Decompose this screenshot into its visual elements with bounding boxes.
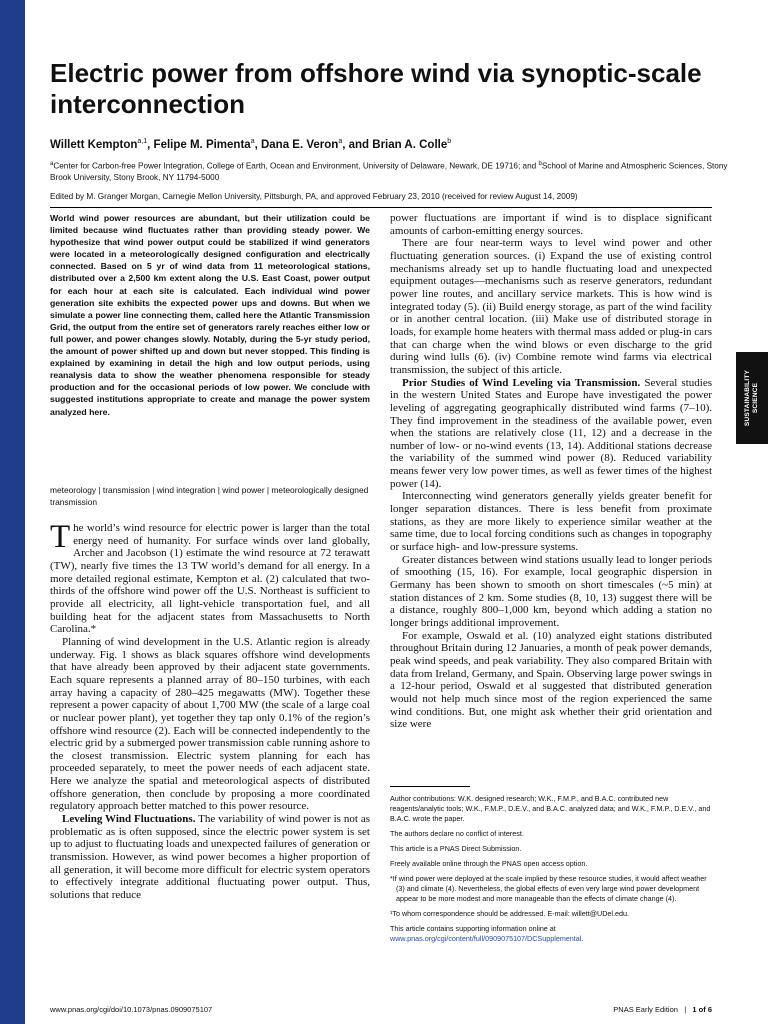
drop-cap: T [50,519,71,555]
author-contributions: Author contributions: W.K. designed research; W.K., F.M.P., and B.A.C. contributed new reagents/analytic tools; W.K., F.M.P., D.E.V., and B.A.C. analyzed data; and W.K., F.M.P., D.E.V., and B.A.C. wrote the paper. [390,794,711,823]
notes-divider [390,786,470,787]
paragraph: For example, Oswald et al. (10) analyzed eight stations distributed throughout Britain during 12 Januaries, a month of peak power demands, peak wind speeds, and peak variability. They also compared Britain with data from Ireland, Germany, and Spain. Observing large power swings in a 12-hour period, Oswald et al suggested that distributed generation would not help much since most of the region experienced the same wind conditions. But, one might ask whether their grid orientation and size were [390,629,712,731]
correspondence: ¹To whom correspondence should be addressed. E-mail: willett@UDel.edu. [390,909,630,918]
supporting-info-link[interactable]: www.pnas.org/cgi/content/full/0909075107/DCSupplemental [390,934,582,943]
open-access-note: Freely available online through the PNAS open access option. [390,859,588,868]
submission-note: This article is a PNAS Direct Submission. [390,844,522,853]
section-tab [736,352,768,444]
author-name: Brian A. Colle [372,138,448,151]
journal-sidebar [0,0,25,1024]
section-tab-line1: SUSTAINABILITY [744,369,751,427]
header-divider [50,207,712,208]
author-name: Willett Kempton [50,138,138,151]
paragraph: There are four near-term ways to level wind power and other fluctuating generation sources. (i) Expand the use of existing control mechanisms already set up to handle fluctuating load and unexpected equipment outages—mechanisms such as reserve generators, redundant power line routes, and ancillary service markets. This is how wind is integrated today (5). (ii) Build energy storage, as part of the wind facility or in another central location. (iii) Make use of distributed storage in loads, for example home heaters with thermal mass added or plug-in cars that can charge when the wind blows or even discharge to the grid during wind lulls (6). (iv) Combine remote wind farms via electrical transmission, the subject of this article. [390,237,712,376]
article-notes [390,794,712,949]
paragraph: Interconnecting wind generators generally yields greater benefit for longer separation distances. There is less benefit from proximate stations, as they are more likely to experience similar weather at the same time, due to local forcing conditions such as changes in topography or surface high- and low-pressure systems. [390,490,712,554]
body-column-left [50,519,370,902]
section-heading: Leveling Wind Fluctuations. [62,813,196,826]
paragraph: Leveling Wind Fluctuations. The variability of wind power is not as problematic as is often supposed, since the electric power system is set up to adjust to fluctuating loads and unexpected failures of generation or transmission. However, as wind power becomes a higher proportion of all generation, it will become more difficult for electric system operators to effectively integrate additional fluctuating power output. Thus, solutions that reduce [50,813,370,902]
edition-label: PNAS Early Edition [613,1005,678,1014]
keywords: meteorology | transmission | wind integration | wind power | meteorologically designed transmission [50,485,369,507]
article-title: Electric power from offshore wind via synoptic-scale interconnection [50,58,702,119]
edited-by: Edited by M. Granger Morgan, Carnegie Mellon University, Pittsburgh, PA, and approved February 23, 2010 (received for review August 14, 2009) [50,192,578,201]
body-column-right [390,212,712,731]
section-tab-line2: SCIENCE [752,382,759,414]
author-name: Felipe M. Pimenta [153,138,251,151]
paragraph: Greater distances between wind stations usually lead to longer periods of smoothing (15, 16). For example, local geographic dispersion in Germany has been shown to smooth on short timescales (~5 min) at station distances of 2 km. Some studies (8, 10, 13) suggest there will be a distance, roughly 800–1,000 km, beyond which adding a station no longer brings additional improvement. [390,553,712,629]
supporting-info: This article contains supporting information online at www.pnas.org/cgi/content/full/0909075107/DCSupplemental. [390,924,584,943]
doi-link[interactable]: www.pnas.org/cgi/doi/10.1073/pnas.0909075107 [50,1005,213,1014]
abstract: World wind power resources are abundant, but their utilization could be limited because wind fluctuates rather than providing steady power. We hypothesize that wind power output could be stabilized if wind generators were located in a meteorologically designed configuration and electrically connected. Based on 5 yr of wind data from 11 meteorological stations, distributed over a 2,500 km extent along the U.S. East Coast, power output for each hour at each site is calculated. Each individual wind power generation site exhibits the expected power ups and downs. But when we simulate a power line connecting them, called here the Atlantic Transmission Grid, the output from the entire set of generators rarely reaches either low or full power, and power changes slowly. Notably, during the 5-yr study period, the amount of power shifted up and down but never stopped. This finding is explained by examining in detail the high and low output periods, using reanalysis data to show the weather phenomena responsible for steady production and for the occasional periods of low power. We conclude with suggested institutions appropriate to create and manage the power system analyzed here. [50,213,370,417]
footnote: *If wind power were deployed at the scale implied by these resource studies, it would affect weather (3) and climate (4). Nevertheless, the global effects of even very large wind power development appear to be more modest and more manageable than the effects of climate change (4). [390,874,707,903]
conflict-statement: The authors declare no conflict of interest. [390,829,524,838]
paragraph: Prior Studies of Wind Leveling via Transmission. Several studies in the western United States and Europe have investigated the power leveling of aggregating geographically distributed wind farms (7–10). They find improvement in the steadiness of the available power, even when the stations are relatively close (11, 12) and a decrease in the number of low- or no-wind events (13, 14). Additional stations decrease the variability of the summed wind power (8). Reduced variability means fewer very low power times, as well as fewer times of the highest power (14). [390,376,712,490]
paragraph: Planning of wind development in the U.S. Atlantic region is already underway. Fig. 1 shows as black squares offshore wind developments that have already been approved by their adjacent state governments. Each square represents a planned array of 80–150 turbines, with each array having a capacity of 280–425 megawatts (MW). Together these represent a power capacity of about 1,700 MW (the scale of a large coal or nuclear power plant), yet together they tap only 0.1% of the region’s offshore wind resource (2). Each will be connected independently to the electric grid by a submerged power transmission cable running ashore to the closest transmission. Electric system planning for each has proceeded separately, to meet the power needs of each adjacent state. Here we analyze the spatial and meteorological aspects of distributed offshore generation, then conclude by proposing a more coordinated regulatory approach better matched to this power resource. [50,635,370,813]
page-number: 1 of 6 [692,1005,712,1014]
author-list: Willett Kempton$^{a,1}$, Felipe M. Pimenta$^a$, Dana E. Veron$^a$, and Brian A. Colle$^b$ [50,138,452,151]
author-name: Dana E. Veron [260,138,339,151]
page-footer: www.pnas.org/cgi/doi/10.1073/pnas.0909075107 PNAS Early Edition | 1 of 6 [50,1005,712,1014]
paragraph: power fluctuations are important if wind is to displace significant amounts of carbon-emitting energy sources. [390,212,712,237]
affiliations: $^a$Center for Carbon-free Power Integration, College of Earth, Ocean and Environment, University of Delaware, Newark, DE 19716; and $^b$School of Marine and Atmospheric Sciences, Stony Brook University, Stony Brook, NY 11794-5000 [50,161,728,182]
paragraph: The world’s wind resource for electric power is larger than the total energy need of humanity. For surface winds over land globally, Archer and Jacobson (1) estimate the wind resource at 72 terawatt (TW), nearly five times the 13 TW world’s demand for all energy. In a more detailed regional estimate, Kempton et al. (2) calculated that two-thirds of the offshore wind power off the U.S. Northeast is sufficient to provide all electricity, all light-vehicle transportation fuel, and all building heat for the adjacent states from Massachusetts to North Carolina.* [50,519,370,636]
section-heading: Prior Studies of Wind Leveling via Transmission. [402,376,641,389]
